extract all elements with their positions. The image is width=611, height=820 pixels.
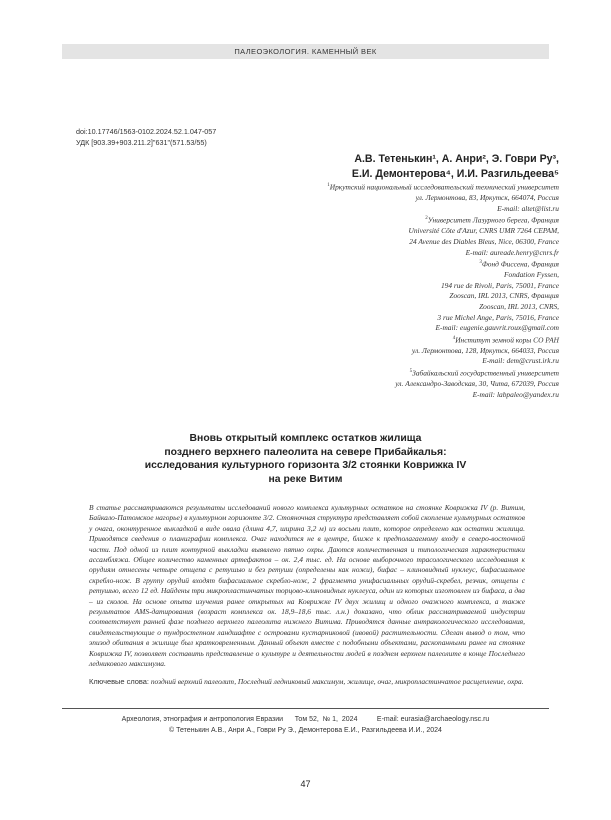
journal-info: Археология, этнография и антропология Евразии Том 52, № 1, 2024 E-mail: eurasia@archaeology.nsc.ru: [121, 716, 490, 723]
abstract: [89, 503, 525, 670]
copyright: © Тетенькин А.В., Анри А., Говри Ру Э., Демонтерова Е.И., Разгильдеева И.И., 2024: [169, 727, 442, 734]
authors-line-2: Е.И. Демонтерова⁴, И.И. Разгильдеева⁵: [351, 168, 559, 180]
udk: УДК [903.39+903.211.2]"631"(571.53/55): [76, 138, 207, 147]
abstract-text: В статье рассматриваются результаты исследований нового комплекса культурных остатков на стоянке Коврижка IV (р. Витим, Байкало-Патомское нагорье) в культурном горизонте 3/2. Стояночная структура представляет собой скопление культурных остатков у очага, оконтуренное выкладкой в виде овала (длина 4,7, ширина 3,2 м) из восьми плит, которое определено как остатки жилища. Приводятся сведения о планиграфии комплекса. Очаг находится не в центре, ближе к предполагаемому входу в северо-восточной части. Под одной из плит контурной выкладки выявлено пятно охры. Даются количественная и типологическая характеристики ассамбляжа. Общее количество каменных артефактов – ок. 2,4 тыс. ед. На основе выборочного трасологического исследования к орудиям отнесены четыре отщепа с ретушью и без ретуши (определены как ножи), бифас – клиновидный нуклеус, бифасиальное скребло-нож. В группу орудий входят бифасиальное скребло-нож, 2 фрагмента унифасиальных орудий-скребел, резчик, отщепы с ретушью, всего 12 ед. Найдены три микропластинчатых торцово-клиновидных нуклеуса, один из которых изготовлен из бифаса, а два – из сколов. На основе опыта изучения ранее открытых на Коврижке IV двух жилищ и одного очажного комплекса, а также результатов AMS-датирования (возраст комплекса ок. 18,9–18,6 тыс. л.н.) доказано, что облик рассматриваемой индустрии соответствует ранней фазе позднего верхнего палеолита нижнего Витима. Приводятся данные антракологического исследования, свидетельствующие о тундростепном ландшафте с островами кустарниковой (ивовой) растительности. Сделан вывод о том, что эпизод обитания в жилище был кратковременным. Данный объект вместе с подобными объектами, раскопанными ранее на стоянке Коврижка IV, позволяет составить представление о культуре и деятельности людей в позднем верхнем палеолите в конце Последнего ледникового максимума.: [89, 503, 525, 669]
keywords-label: Ключевые слова:: [89, 677, 149, 686]
keywords: [89, 677, 525, 687]
keywords-text: поздний верхний палеолит, Последний ледниковый максимум, жилище, очаг, микропластинчатое расщепление, охра.: [150, 677, 524, 686]
affiliation-1: $^1$Иркутский национальный исследовательский технический университет ул. Лермонтова, 83, Иркутск, 664074, Россия E-mail: altet@list.ru: [327, 182, 559, 213]
page-number: 47: [300, 779, 311, 789]
affiliation-4: $^4$Институт земной коры СО РАН ул. Лермонтова, 128, Иркутск, 664033, Россия E-mail: dem@crust.irk.ru: [411, 335, 559, 366]
authors-line-1: А.В. Тетенькин¹, А. Анри², Э. Говри Ру³,: [354, 153, 559, 165]
affiliation-2: $^2$Университет Лазурного берега, Франция Université Côte d'Azur, CNRS UMR 7264 CEPAM, 24 Avenue des Diables Bleus, Nice, 06300, France E-mail: aureade.henry@cnrs.fr: [408, 215, 559, 257]
article-title: Вновь открытый комплекс остатков жилища позднего верхнего палеолита на севере Прибайкалья: исследования культурного горизонта 3/2 стоянки Коврижка IV на реке Витим: [144, 433, 467, 485]
affiliation-3: $^3$Фонд Фиссена, Франция Fondation Fyssen, 194 rue de Rivoli, Paris, 75001, France Zooscan, IRL 2013, CNRS, Франция Zooscan, IRL 2013, CNRS, 3 rue Michel Ange, Paris, 75016, France E-mail: eugenie.gauvrit.roux@gmail.com: [435, 259, 559, 333]
affiliation-5: $^5$Забайкальский государственный университет ул. Александро-Заводская, 30, Чита, 672039, Россия E-mail: labpaleo@yandex.ru: [395, 368, 559, 399]
doi: doi:10.17746/1563-0102.2024.52.1.047-057: [76, 127, 217, 136]
section-header: ПАЛЕОЭКОЛОГИЯ. КАМЕННЫЙ ВЕК: [62, 44, 549, 59]
footer-divider: [62, 708, 549, 709]
authors: [352, 152, 559, 182]
affiliations: [327, 181, 559, 400]
